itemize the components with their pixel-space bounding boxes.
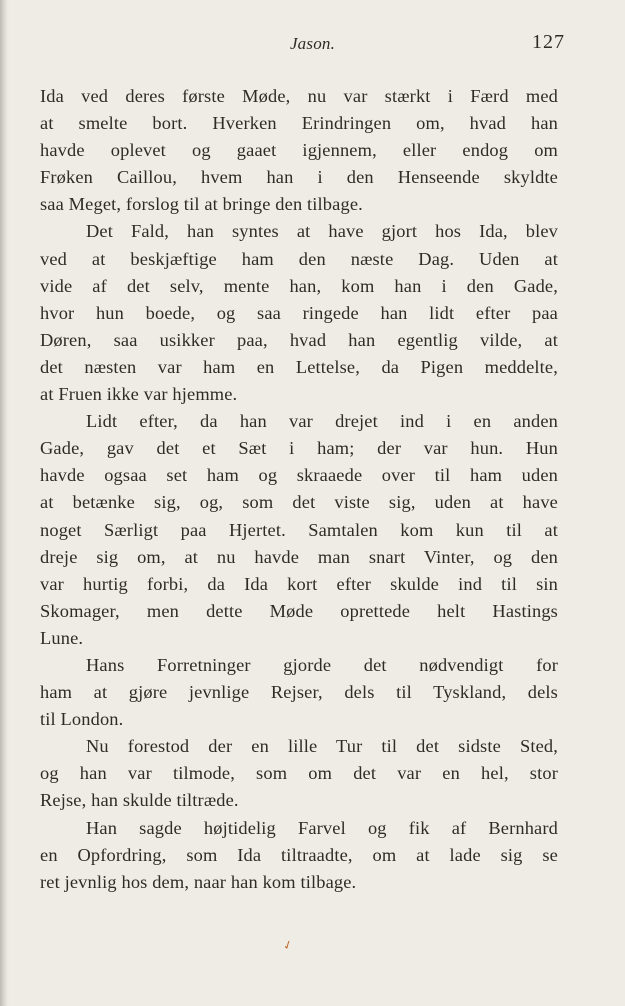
text-line: saa Meget, forslog til at bringe den tilbage. (40, 194, 363, 215)
text-line: det næsten var ham en Lettelse, da Pigen meddelte, (40, 356, 558, 377)
text-line: var hurtig forbi, da Ida kort efter skulde ind til sin (40, 573, 558, 594)
text-line: Hans Forretninger gjorde det nødvendigt for (86, 654, 558, 675)
ink-mark-icon: ✓ (280, 936, 295, 954)
text-line: Rejse, han skulde tiltræde. (40, 790, 239, 811)
text-line: noget Særligt paa Hjertet. Samtalen kom kun til at (40, 519, 558, 540)
text-line: at Fruen ikke var hjemme. (40, 384, 238, 405)
page-spine-shadow (0, 0, 7, 1006)
text-line: at smelte bort. Hverken Erindringen om, hvad han (40, 113, 558, 134)
text-line: Ida ved deres første Møde, nu var stærkt i Færd med (40, 86, 558, 106)
text-line: ret jevnlig hos dem, naar han kom tilbage. (40, 871, 357, 892)
text-line: Frøken Caillou, hvem han i den Henseende skyldte (40, 167, 558, 188)
text-line: Skomager, men dette Møde oprettede helt Hastings (40, 600, 558, 621)
text-line: og han var tilmode, som om det var en hel, stor (40, 763, 558, 784)
text-line: Han sagde højtidelig Farvel og fik af Bernhard (86, 817, 558, 838)
text-line: til London. (40, 709, 124, 730)
text-line: hvor hun boede, og saa ringede han lidt efter paa (40, 302, 558, 323)
text-line: Gade, gav det et Sæt i ham; der var hun. Hun (40, 438, 558, 459)
text-line: at betænke sig, og, som det viste sig, uden at have (40, 492, 558, 513)
text-line: Lune. (40, 627, 84, 648)
text-line: dreje sig om, at nu havde man snart Vinter, og den (40, 546, 558, 567)
text-line: havde oplevet og gaaet igjennem, eller endog om (40, 140, 558, 161)
text-line: en Opfordring, som Ida tiltraadte, om at lade sig se (40, 844, 558, 865)
text-line: vide af det selv, mente han, kom han i den Gade, (40, 275, 558, 296)
running-title: Jason. (289, 34, 336, 53)
page-number: 127 (532, 31, 565, 53)
text-line: ham at gjøre jevnlige Rejser, dels til Tyskland, dels (40, 682, 558, 703)
text-line: Lidt efter, da han var drejet ind i en anden (86, 411, 558, 432)
text-line: ved at beskjæftige ham den næste Dag. Uden at (40, 248, 558, 269)
text-line: Døren, saa usikker paa, hvad han egentlig vilde, at (40, 329, 558, 350)
page-text (40, 83, 558, 896)
text-line: havde ogsaa set ham og skraaede over til ham uden (40, 465, 558, 486)
text-line: Det Fald, han syntes at have gjort hos Ida, blev (86, 221, 558, 242)
text-line: Nu forestod der en lille Tur til det sidste Sted, (86, 736, 558, 757)
